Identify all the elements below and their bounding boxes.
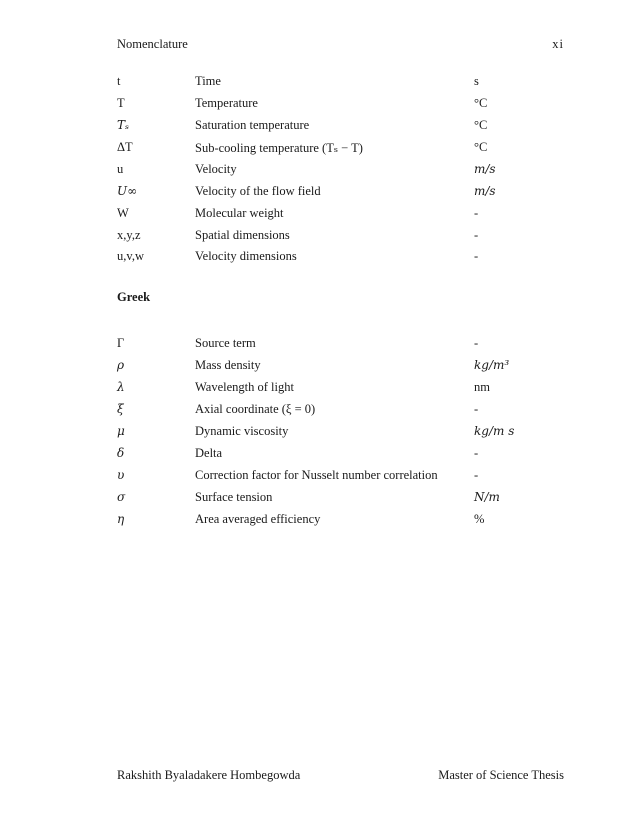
- row-symbol: Tₛ: [117, 118, 130, 132]
- row-symbol: t: [117, 74, 121, 88]
- row-symbol: W: [117, 206, 129, 220]
- row-symbol: λ: [117, 380, 125, 394]
- row-unit: -: [474, 206, 479, 220]
- row-description: Correction factor for Nusselt number correlation: [195, 468, 438, 482]
- row-description: Axial coordinate (ξ = 0): [195, 402, 316, 416]
- table-row: [0, 249, 638, 269]
- footer-author: Rakshith Byaladakere Hombegowda: [117, 768, 301, 782]
- row-symbol: η: [117, 512, 125, 526]
- row-symbol: δ: [117, 446, 125, 460]
- row-description: Surface tension: [195, 490, 273, 504]
- row-unit: -: [474, 468, 479, 482]
- row-unit: N/m: [474, 490, 500, 504]
- row-description: Velocity: [195, 162, 237, 176]
- row-symbol: ξ: [117, 402, 124, 416]
- row-description: Velocity of the flow field: [195, 184, 321, 198]
- row-description: Wavelength of light: [195, 380, 294, 394]
- table-row: [0, 380, 638, 400]
- greek-section-heading: Greek: [117, 290, 151, 304]
- table-row: [0, 206, 638, 226]
- table-row: [0, 336, 638, 356]
- row-unit: -: [474, 402, 479, 416]
- header-title: Nomenclature: [117, 37, 188, 51]
- row-symbol: σ: [117, 490, 126, 504]
- row-unit: -: [474, 336, 479, 350]
- row-description: Delta: [195, 446, 223, 460]
- row-symbol: ρ: [117, 358, 125, 372]
- row-unit: °C: [474, 96, 488, 110]
- row-description: Area averaged efficiency: [195, 512, 321, 526]
- table-row: [0, 424, 638, 444]
- row-unit: -: [474, 446, 479, 460]
- table-row: [0, 490, 638, 510]
- row-unit: °C: [474, 140, 488, 154]
- row-description: Molecular weight: [195, 206, 284, 220]
- row-symbol: U∞: [117, 184, 138, 198]
- row-symbol: u,v,w: [117, 249, 144, 263]
- row-unit: %: [474, 512, 485, 526]
- row-unit: kg/m s: [474, 424, 515, 438]
- row-symbol: Γ: [117, 336, 125, 350]
- table-row: [0, 184, 638, 204]
- table-row: [0, 162, 638, 182]
- row-unit: kg/m³: [474, 358, 510, 372]
- row-description: Velocity dimensions: [195, 249, 297, 263]
- row-description: Time: [195, 74, 221, 88]
- row-unit: nm: [474, 380, 490, 394]
- row-symbol: ΔT: [117, 140, 133, 154]
- row-symbol: T: [117, 96, 125, 110]
- table-row: [0, 468, 638, 488]
- row-symbol: u: [117, 162, 124, 176]
- page-number: xi: [552, 37, 564, 51]
- table-row: [0, 228, 638, 248]
- row-description: Source term: [195, 336, 256, 350]
- table-row: [0, 74, 638, 94]
- table-row: [0, 118, 638, 138]
- row-description: Mass density: [195, 358, 261, 372]
- row-unit: s: [474, 74, 479, 88]
- table-row: [0, 446, 638, 466]
- table-row: [0, 96, 638, 116]
- table-row: [0, 358, 638, 378]
- row-symbol: υ: [117, 468, 125, 482]
- table-row: [0, 402, 638, 422]
- row-unit: m/s: [474, 184, 496, 198]
- footer-document-type: Master of Science Thesis: [438, 768, 564, 782]
- table-row: [0, 140, 638, 160]
- row-description: Dynamic viscosity: [195, 424, 289, 438]
- row-symbol: μ: [117, 424, 125, 438]
- row-description: Sub-cooling temperature (Tₛ − T): [195, 141, 363, 155]
- row-unit: -: [474, 249, 479, 263]
- row-unit: m/s: [474, 162, 496, 176]
- row-description: Temperature: [195, 96, 258, 110]
- row-symbol: x,y,z: [117, 228, 141, 242]
- row-description: Saturation temperature: [195, 118, 310, 132]
- row-unit: °C: [474, 118, 488, 132]
- row-description: Spatial dimensions: [195, 228, 290, 242]
- table-row: [0, 512, 638, 532]
- row-unit: -: [474, 228, 479, 242]
